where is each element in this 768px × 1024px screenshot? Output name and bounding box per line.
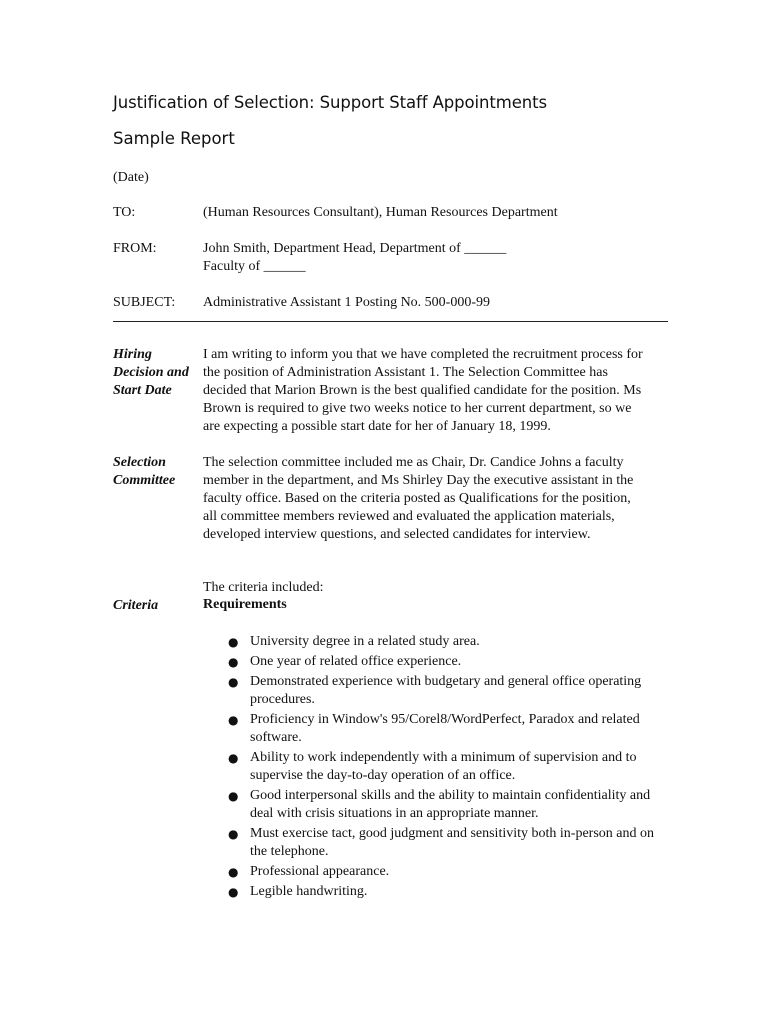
subject-value: Administrative Assistant 1 Posting No. 500-000-99 xyxy=(203,295,490,310)
bullet-icon: ● xyxy=(228,751,239,765)
requirements-list xyxy=(226,633,666,903)
bullet-icon: ● xyxy=(228,713,239,727)
requirement-text: One year of related office experience. xyxy=(250,654,462,669)
bullet-icon: ● xyxy=(228,635,239,649)
hiring-section-label: Hiring Decision and Start Date xyxy=(113,347,189,398)
committee-section-label: Selection Committee xyxy=(113,455,176,488)
list-item xyxy=(226,653,666,671)
requirement-text: Proficiency in Window's 95/Corel8/WordPerfect, Paradox and related software. xyxy=(250,712,640,745)
to-label: TO: xyxy=(113,205,136,220)
from-label: FROM: xyxy=(113,241,157,256)
list-item xyxy=(226,883,666,901)
criteria-section-label: Criteria xyxy=(113,598,159,613)
document-title: Justification of Selection: Support Staff Appointments xyxy=(113,93,547,112)
list-item xyxy=(226,749,666,785)
bullet-icon: ● xyxy=(228,675,239,689)
bullet-icon: ● xyxy=(228,865,239,879)
list-item xyxy=(226,863,666,881)
bullet-icon: ● xyxy=(228,885,239,899)
list-item xyxy=(226,673,666,709)
bullet-icon: ● xyxy=(228,655,239,669)
requirement-text: Ability to work independently with a minimum of supervision and to supervise the day-to-day operation of an office. xyxy=(250,750,637,783)
subject-label: SUBJECT: xyxy=(113,295,176,310)
document-subtitle: Sample Report xyxy=(113,129,235,148)
hiring-section-text: I am writing to inform you that we have completed the recruitment process for the position of Administration Assistant 1. The Selection Committee has decided that Marion Brown is the best qualified candidate for the position. Ms Brown is required to give two weeks notice to her current department, so we are expecting a possible start date for her of January 18, 1999. xyxy=(203,347,643,434)
requirement-text: Good interpersonal skills and the ability to maintain confidentiality and deal with crisis situations in an appropriate manner. xyxy=(250,788,651,821)
committee-section-text: The selection committee included me as Chair, Dr. Candice Johns a faculty member in the department, and Ms Shirley Day the executive assistant in the faculty office. Based on the criteria posted as Qualifications for the position, all committee members reviewed and evaluated the application materials, developed interview questions, and selected candidates for interview. xyxy=(203,455,634,542)
requirement-text: Professional appearance. xyxy=(250,864,390,879)
bullet-icon: ● xyxy=(228,789,239,803)
header-divider xyxy=(113,321,668,322)
requirement-text: Demonstrated experience with budgetary and general office operating procedures. xyxy=(250,674,642,707)
from-value-line1: John Smith, Department Head, Department of ______ xyxy=(203,241,507,256)
bullet-icon: ● xyxy=(228,827,239,841)
list-item xyxy=(226,711,666,747)
date-line: (Date) xyxy=(113,170,149,185)
requirement-text: Legible handwriting. xyxy=(250,884,368,899)
list-item xyxy=(226,787,666,823)
to-value: (Human Resources Consultant), Human Resources Department xyxy=(203,205,558,220)
list-item xyxy=(226,633,666,651)
requirement-text: Must exercise tact, good judgment and sensitivity both in-person and on the telephone. xyxy=(250,826,654,859)
list-item xyxy=(226,825,666,861)
requirement-text: University degree in a related study area. xyxy=(250,634,480,649)
criteria-intro: The criteria included: xyxy=(203,580,324,595)
requirements-heading: Requirements xyxy=(203,597,287,612)
from-value-line2: Faculty of ______ xyxy=(203,259,306,274)
